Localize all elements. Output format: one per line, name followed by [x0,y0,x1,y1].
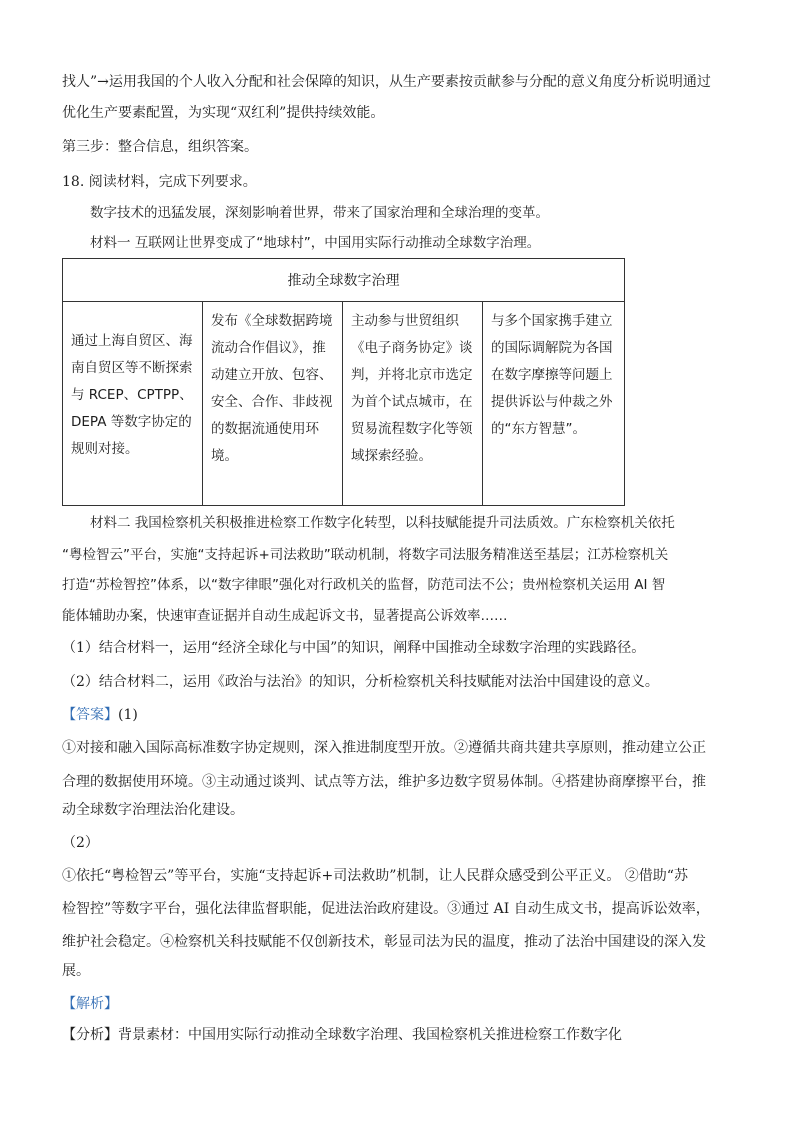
material-2-line-4: 能体辅助办案，快速审查证据并自动生成起诉文书，显著提高公诉效率…… [62,608,508,624]
table-cell-4 [483,302,625,506]
table-cell-2 [203,302,343,506]
answer-1-line-1: ①对接和融入国际高标准数字协定规则，深入推进制度型开放。②遵循共商共建共享原则，推动建立公正 [62,740,706,756]
answer-2-line-3: 维护社会稳定。④检察机关科技赋能不仅创新技术，彰显司法为民的温度，推动了法治中国建设的深入发 [62,934,706,950]
table-cell-2-text: 发布《全球数据跨境流动合作倡议》，推动建立开放、包容、安全、合作、非歧视的数据流通使用环境。 [211,313,333,464]
table-cell-1-text: 通过上海自贸区、海南自贸区等不断探索与 RCEP、CPTPP、DEPA 等数字协定的规则对接。 [71,333,193,457]
material-2-line-1: 材料二 我国检察机关积极推进检察工作数字化转型，以科技赋能提升司法质效。广东检察机关依托 [90,515,675,531]
answer-1-line-2: 合理的数据使用环境。③主动通过谈判、试点等方法，维护多边数字贸易体制。④搭建协商摩擦平台，推 [62,774,706,790]
answer-2-line-2: 检智控”等数字平台，强化法律监督职能，促进法治政府建设。③通过 AI 自动生成文书，提高诉讼效率， [62,901,710,917]
answer-part-2-num: （2） [62,835,99,851]
answer-2-line-1: ①依托“粤检智云”等平台，实施“支持起诉+司法救助”机制，让人民群众感受到公平正义。 ②借助“苏 [62,868,688,884]
sub-question-2: （2）结合材料二，运用《政治与法治》的知识，分析检察机关科技赋能对法治中国建设的意义。 [62,674,659,690]
answer-1-line-3: 动全球数字治理法治化建设。 [62,802,244,818]
table-header: 推动全球数字治理 [63,259,625,302]
intro-step3: 第三步：整合信息，组织答案。 [62,139,258,155]
answer-part-1-num: (1) [118,707,138,723]
fenxi-label: 【分析】 [62,1027,118,1043]
material-1-table [62,258,625,506]
analysis-label: 【解析】 [62,996,118,1012]
analysis-line [62,1025,622,1045]
fenxi-text: 背景素材：中国用实际行动推动全球数字治理、我国检察机关推进检察工作数字化 [118,1027,622,1043]
answer-heading [62,705,138,725]
material-2-line-3: 打造“苏检智控”体系，以“数字律眼”强化对行政机关的监督，防范司法不公；贵州检察机关运用 AI 智 [62,577,666,593]
answer-label: 【答案】 [62,707,118,723]
table-cell-4-text: 与多个国家携手建立的国际调解院为各国在数字摩擦等问题上提供诉讼与仲裁之外的“东方智慧”。 [491,313,613,437]
table-cell-3-text: 主动参与世贸组织《电子商务协定》谈判，并将北京市选定为首个试点城市，在贸易流程数字化等领域探索经验。 [351,313,473,464]
table-cell-3 [343,302,483,506]
question-title: 18. 阅读材料，完成下列要求。 [62,174,257,190]
sub-question-1: （1）结合材料一，运用“经济全球化与中国”的知识，阐释中国推动全球数字治理的实践路径。 [62,640,646,656]
material-2-line-2: “粤检智云”平台，实施“支持起诉+司法救助”联动机制，将数字司法服务精准送至基层；江苏检察机关 [62,547,669,563]
question-lead: 数字技术的迅猛发展，深刻影响着世界，带来了国家治理和全球治理的变革。 [90,205,549,221]
intro-line-2: 优化生产要素配置，为实现“双红利”提供持续效能。 [62,105,385,121]
table-cell-1 [63,302,203,506]
material-1-title: 材料一 互联网让世界变成了“地球村”，中国用实际行动推动全球数字治理。 [90,235,541,251]
answer-2-line-4: 展。 [62,963,90,979]
intro-line-1: 找人”→运用我国的个人收入分配和社会保障的知识，从生产要素按贡献参与分配的意义角度分析说明通过 [62,74,711,90]
